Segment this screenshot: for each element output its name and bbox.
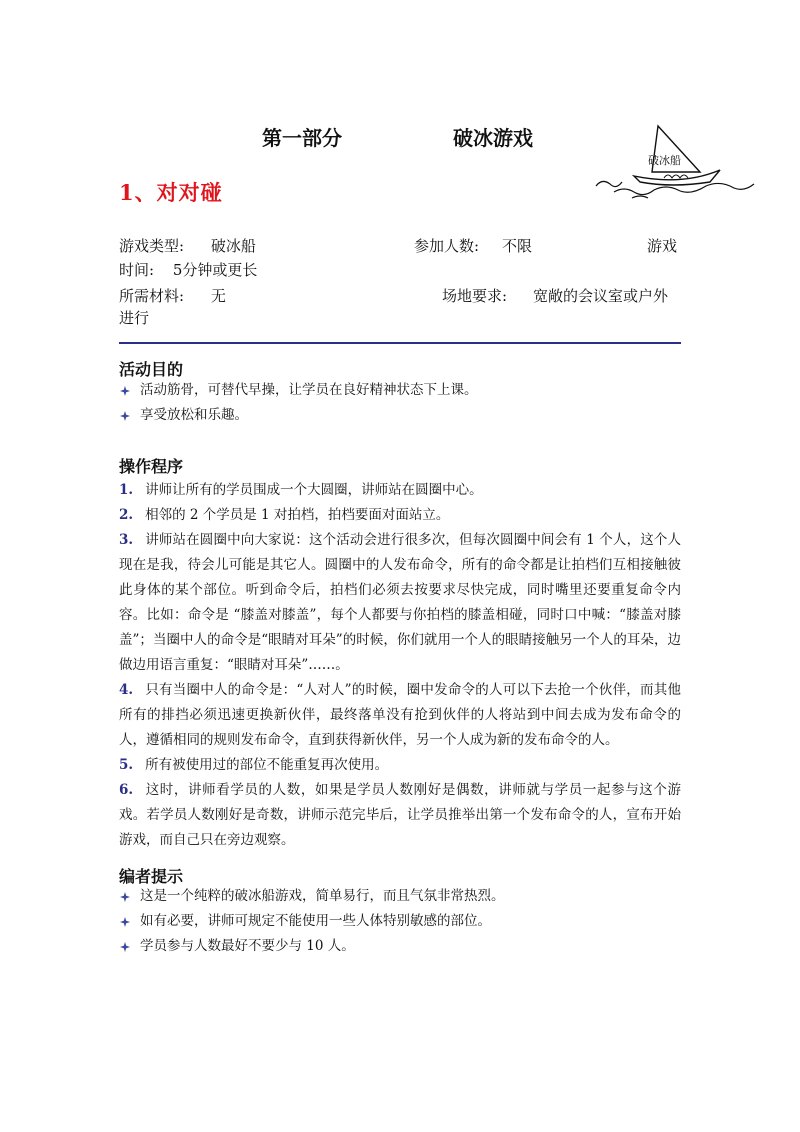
time-label: 时间: bbox=[119, 261, 155, 279]
step-text: 只有当圈中人的命令是：“人对人”的时候，圈中发命令的人可以下去抢一个伙伴，而其他所有的排挡必须迅速更换新伙伴，最终落单没有抢到伙伴的人将站到中间去成为发布命令的人，遵循相同的规则发布命令，直到获得新伙伴，另一个人成为新的发布命令的人。 bbox=[119, 682, 681, 748]
time-value: 5分钟或更长 bbox=[172, 261, 258, 279]
purpose-list bbox=[119, 378, 689, 428]
participants-label: 参加人数: bbox=[414, 237, 480, 255]
game-title: 1、对对碰 bbox=[119, 180, 223, 205]
procedure-step bbox=[119, 778, 681, 853]
divider bbox=[119, 342, 681, 344]
list-item-text: 这是一个纯粹的破冰船游戏，简单易行，而且气氛非常热烈。 bbox=[140, 888, 505, 904]
step-text: 所有被使用过的部位不能重复再次使用。 bbox=[145, 757, 389, 773]
step-text: 讲师让所有的学员围成一个大圆圈，讲师站在圆圈中心。 bbox=[145, 482, 483, 498]
bullet-diamond-icon bbox=[120, 386, 130, 396]
step-number: 2. bbox=[119, 507, 134, 523]
procedure-step bbox=[119, 678, 681, 753]
list-item bbox=[119, 403, 689, 428]
list-item-text: 享受放松和乐趣。 bbox=[140, 407, 248, 423]
list-item-text: 学员参与人数最好不要少与 10 人。 bbox=[140, 938, 355, 954]
participants-value: 不限 bbox=[502, 237, 533, 255]
procedure-step bbox=[119, 478, 681, 503]
part-label: 第一部分 bbox=[262, 126, 342, 150]
step-text: 讲师站在圆圈中向大家说：这个活动会进行很多次，但每次圆圈中间会有 1 个人，这个人现在是我，待会儿可能是其它人。圆圈中的人发布命令，所有的命令都是让拍档们互相接触彼此身体的某个部位。听到命令后，拍档们必须去按要求尽快完成，同时嘴里还要重复命令内容。比如：命令是 “膝盖对膝盖”，每个人都要与你拍档的膝盖相碰，同时口中喊：“膝盖对膝盖”；当圈中人的命令是“眼睛对耳朵”的时候，你们就用一个人的眼睛接触另一个人的耳朵，边做边用语言重复：“眼睛对耳朵”……。 bbox=[119, 532, 681, 673]
info-line-2 bbox=[119, 260, 257, 280]
tips-heading: 编者提示 bbox=[119, 867, 184, 886]
step-number: 3. bbox=[119, 532, 134, 548]
step-text: 这时，讲师看学员的人数，如果是学员人数刚好是偶数，讲师就与学员一起参与这个游戏。若学员人数刚好是奇数，讲师示范完毕后，让学员推举出第一个发布命令的人，宣布开始游戏，而自己只在旁边观察。 bbox=[119, 782, 681, 848]
list-item-text: 如有必要，讲师可规定不能使用一些人体特别敏感的部位。 bbox=[140, 913, 491, 929]
bullet-diamond-icon bbox=[120, 411, 130, 421]
step-number: 4. bbox=[119, 682, 134, 698]
procedure-steps bbox=[119, 478, 681, 853]
icebreaker-boat-logo bbox=[592, 122, 772, 204]
venue-value-continued: 进行 bbox=[119, 309, 150, 327]
procedure-step bbox=[119, 753, 681, 778]
part-title: 破冰游戏 bbox=[453, 126, 533, 150]
step-number: 5. bbox=[119, 757, 134, 773]
bullet-diamond-icon bbox=[120, 917, 130, 927]
purpose-heading: 活动目的 bbox=[119, 360, 184, 379]
info-line-3 bbox=[119, 286, 681, 306]
list-item bbox=[119, 378, 689, 403]
list-item-text: 活动筋骨，可替代早操，让学员在良好精神状态下上课。 bbox=[140, 382, 478, 398]
bullet-diamond-icon bbox=[120, 892, 130, 902]
list-item bbox=[119, 909, 689, 934]
logo-text: 破冰船 bbox=[648, 154, 681, 167]
bullet-diamond-icon bbox=[120, 942, 130, 952]
list-item bbox=[119, 884, 689, 909]
step-number: 1. bbox=[119, 482, 134, 498]
info-line-1 bbox=[119, 236, 681, 256]
game-type-value: 破冰船 bbox=[210, 237, 256, 255]
tips-list bbox=[119, 884, 689, 959]
step-number: 6. bbox=[119, 782, 134, 798]
venue-label: 场地要求: bbox=[442, 287, 508, 305]
list-item bbox=[119, 934, 689, 959]
time-label-part: 游戏 bbox=[647, 237, 678, 255]
game-type-label: 游戏类型: bbox=[119, 237, 185, 255]
venue-value: 宽敞的会议室或户外 bbox=[533, 287, 669, 305]
step-text: 相邻的 2 个学员是 1 对拍档，拍档要面对面站立。 bbox=[145, 507, 450, 523]
info-line-4 bbox=[119, 308, 149, 328]
procedure-step bbox=[119, 528, 681, 678]
materials-label: 所需材料: bbox=[119, 287, 185, 305]
procedure-step bbox=[119, 503, 681, 528]
procedure-heading: 操作程序 bbox=[119, 457, 184, 476]
materials-value: 无 bbox=[210, 287, 226, 305]
